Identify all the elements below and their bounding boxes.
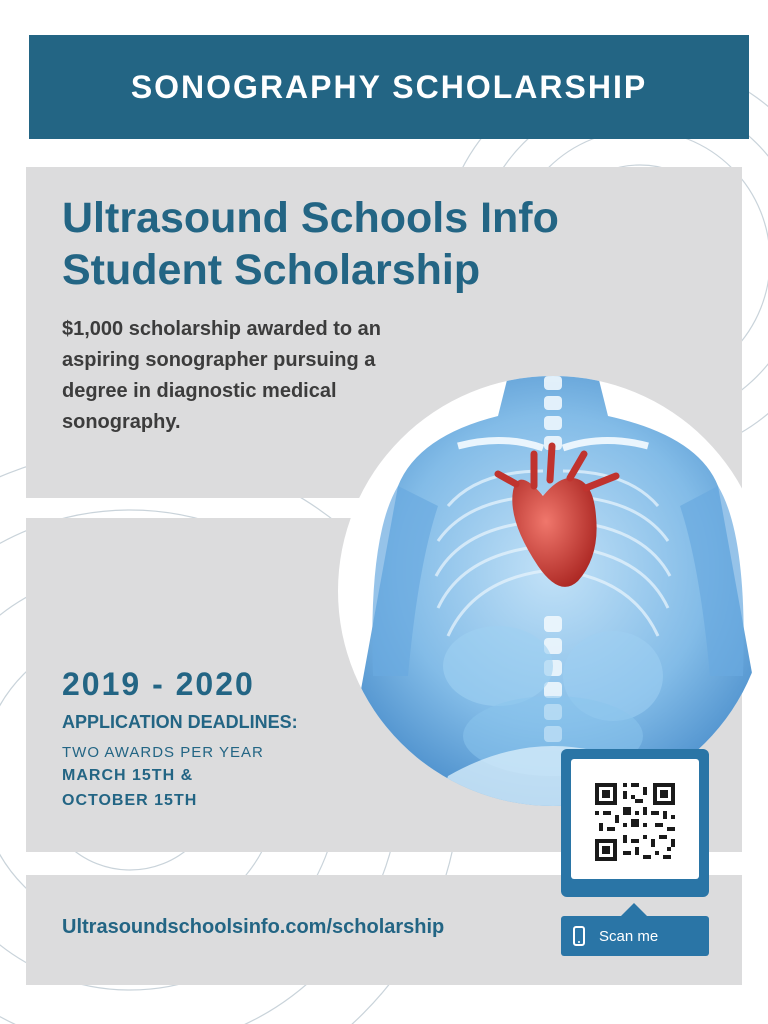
anatomy-illustration bbox=[338, 376, 768, 806]
scholarship-url-link[interactable]: Ultrasoundschoolsinfo.com/scholarship bbox=[62, 916, 445, 938]
page-title bbox=[62, 192, 682, 296]
scan-me-label: Scan me bbox=[599, 927, 659, 945]
qr-code[interactable] bbox=[571, 759, 699, 879]
scan-pointer bbox=[620, 903, 648, 917]
scholarship-description: $1,000 scholarship awarded to an aspiring sonographer pursuing a degree in diagnostic medical sonography. bbox=[62, 318, 382, 433]
awards-per-year: TWO AWARDS PER YEAR bbox=[62, 744, 264, 761]
academic-years: 2019 - 2020 bbox=[62, 666, 255, 702]
deadline-date-1: MARCH 15TH & bbox=[62, 767, 194, 784]
deadlines-heading: APPLICATION DEADLINES: bbox=[62, 712, 298, 732]
page-title-line-2: Student Scholarship bbox=[62, 246, 481, 294]
deadline-date-2: OCTOBER 15TH bbox=[62, 792, 198, 809]
header-title: SONOGRAPHY SCHOLARSHIP bbox=[130, 68, 648, 105]
page-title-line-1: Ultrasound Schools Info bbox=[62, 194, 559, 242]
header-banner bbox=[29, 35, 749, 139]
qr-code-frame bbox=[561, 749, 709, 897]
scan-me-button[interactable] bbox=[561, 916, 709, 956]
phone-icon bbox=[573, 926, 585, 946]
